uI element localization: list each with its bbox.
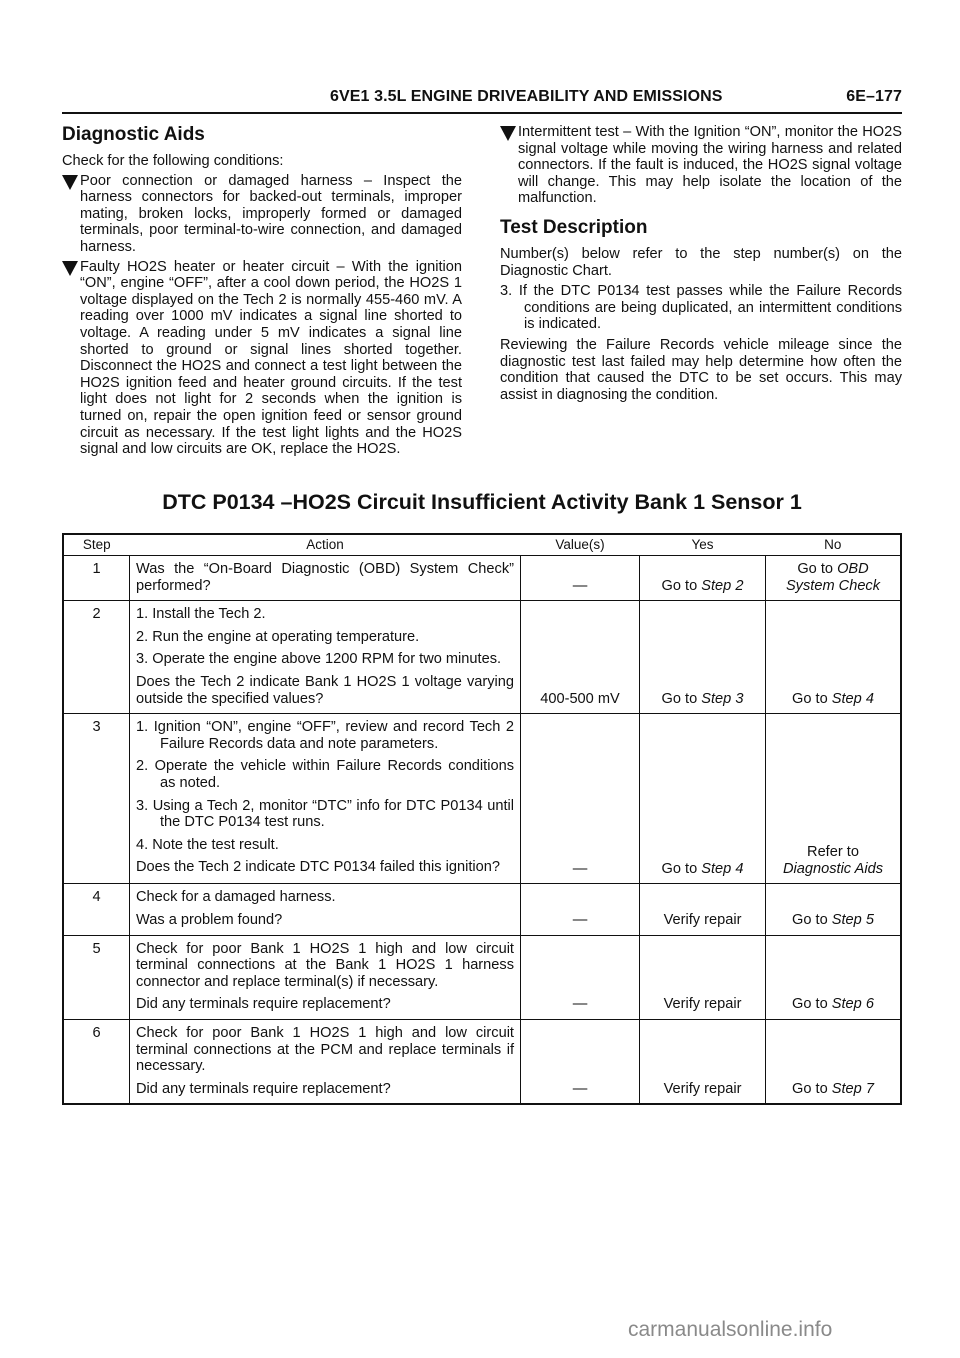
yes-cell <box>640 601 766 714</box>
triangle-bullet-icon <box>62 261 78 276</box>
no-cell <box>766 714 902 884</box>
yes-cell <box>640 1019 766 1104</box>
table-row <box>63 884 901 935</box>
bullet-text: Faulty HO2S heater or heater circuit – With the ignition “ON”, engine “OFF”, after a cool down period, the HO2S 1 voltage displayed on the Tech 2 is normally 455-460 mV. A reading over 1000 mV indicates a signal line shorted to voltage. A reading under 5 mV indicates a signal line shorted to ground or signal lines shorted together. Disconnect the HO2S and connect a test light between the HO2S ignition feed and heater ground circuits. If the test light does not light for 2 seconds when the ignition is turned on, repair the open ignition feed or sensor ground circuit as necessary. If the test light lights and the HO2S signal and low circuits are OK, replace the HO2S. <box>80 258 462 458</box>
step-number: 1 <box>63 556 130 601</box>
no-text: Refer to <box>807 844 859 861</box>
no-step-link: Diagnostic Aids <box>782 860 884 877</box>
step-number: 2 <box>63 601 130 714</box>
no-text: Go to <box>792 911 832 928</box>
value-cell: — <box>521 884 640 935</box>
action-question: Does the Tech 2 indicate DTC P0134 failed this ignition? <box>136 859 500 876</box>
action-substep: 2. Operate the vehicle within Failure Records conditions as noted. <box>136 758 514 791</box>
table-title: DTC P0134 –HO2S Circuit Insufficient Activity Bank 1 Sensor 1 <box>162 490 802 514</box>
action-substep: 3. Operate the engine above 1200 RPM for two minutes. <box>136 651 502 668</box>
column-header-values: Value(s) <box>521 534 640 556</box>
action-cell <box>130 935 521 1019</box>
action-cell <box>130 1019 521 1104</box>
action-text: Check for poor Bank 1 HO2S 1 high and low circuit terminal connections at the Bank 1 HO2S 1 harness connector and replace terminal(s) if necessary. <box>136 940 514 990</box>
value-cell: — <box>521 556 640 601</box>
column-header-action: Action <box>130 534 521 556</box>
yes-text: Go to <box>661 860 702 877</box>
diagnostic-aids-intro: Check for the following conditions: <box>62 153 284 169</box>
column-header-yes: Yes <box>640 534 766 556</box>
action-substep: 1. Ignition “ON”, engine “OFF”, review and record Tech 2 Failure Records data and note parameters. <box>136 719 514 752</box>
value-cell: — <box>521 1019 640 1104</box>
yes-text: Verify repair <box>663 1080 742 1097</box>
action-cell <box>130 556 521 601</box>
bullet-item <box>62 173 462 256</box>
yes-cell <box>640 884 766 935</box>
no-step-link: Step 6 <box>831 996 874 1013</box>
column-header-no: No <box>766 534 902 556</box>
yes-step-link: Step 2 <box>701 577 744 594</box>
action-substep: 1. Install the Tech 2. <box>136 606 266 623</box>
bullet-text: Intermittent test – With the Ignition “ON”, monitor the HO2S signal voltage while moving the wiring harness and related connectors. If the fault is induced, the HO2S signal voltage will change. This may help isolate the location of the malfunction. <box>518 124 902 207</box>
yes-text: Go to <box>661 690 702 707</box>
table-row <box>63 714 901 884</box>
value-cell: — <box>521 935 640 1019</box>
triangle-bullet-icon <box>500 126 516 141</box>
action-substep: 2. Run the engine at operating temperature. <box>136 628 420 645</box>
no-cell <box>766 556 902 601</box>
test-description-item: 3. If the DTC P0134 test passes while the Failure Records conditions are being duplicated, an intermittent conditions is indicated. <box>500 283 902 333</box>
watermark-link[interactable]: carmanualsonline.info <box>628 1318 833 1341</box>
table-header-row <box>63 534 901 556</box>
no-step-link: Step 5 <box>831 911 874 928</box>
action-question: Was a problem found? <box>136 911 283 928</box>
yes-text: Go to <box>661 577 702 594</box>
diagnostic-aids-heading: Diagnostic Aids <box>62 124 205 145</box>
table-row <box>63 601 901 714</box>
table-row <box>63 556 901 601</box>
action-cell <box>130 714 521 884</box>
yes-cell <box>640 714 766 884</box>
action-cell <box>130 601 521 714</box>
diagnostic-table <box>62 533 902 1105</box>
yes-cell <box>640 556 766 601</box>
no-text: Go to <box>792 690 832 707</box>
bullet-item <box>500 124 902 207</box>
column-header-step: Step <box>63 534 130 556</box>
action-question: Did any terminals require replacement? <box>136 996 391 1013</box>
step-number: 4 <box>63 884 130 935</box>
yes-step-link: Step 4 <box>701 860 744 877</box>
step-number: 3 <box>63 714 130 884</box>
action-cell <box>130 884 521 935</box>
action-text: Check for a damaged harness. <box>136 889 336 906</box>
no-text: Go to <box>797 561 838 577</box>
action-question: Did any terminals require replacement? <box>136 1080 391 1097</box>
action-question: Does the Tech 2 indicate Bank 1 HO2S 1 voltage varying outside the specified values? <box>136 673 514 707</box>
no-text: Go to <box>792 1080 832 1097</box>
yes-text: Verify repair <box>663 996 742 1013</box>
test-description-intro: Number(s) below refer to the step number(s) on the Diagnostic Chart. <box>500 245 902 279</box>
yes-cell <box>640 935 766 1019</box>
yes-step-link: Step 3 <box>701 690 744 707</box>
page-number: 6E–177 <box>846 88 902 105</box>
bullet-item <box>62 259 462 458</box>
header-rule <box>62 112 902 114</box>
test-description-outro: Reviewing the Failure Records vehicle mileage since the diagnostic test last failed may help determine how often the condition that caused the DTC to be set occurs. This may assist in diagnosing the condition. <box>500 336 902 403</box>
no-text: Go to <box>792 996 832 1013</box>
action-text: Check for poor Bank 1 HO2S 1 high and low circuit terminal connections at the PCM and replace terminals if necessary. <box>136 1024 514 1075</box>
yes-text: Verify repair <box>663 911 742 928</box>
table-row <box>63 935 901 1019</box>
action-text: Was the “On-Board Diagnostic (OBD) System Check” performed? <box>136 561 514 594</box>
no-cell <box>766 935 902 1019</box>
no-step-link: Step 4 <box>831 690 874 707</box>
manual-title: 6VE1 3.5L ENGINE DRIVEABILITY AND EMISSIONS <box>330 88 723 105</box>
triangle-bullet-icon <box>62 175 78 190</box>
no-cell <box>766 601 902 714</box>
value-cell: 400-500 mV <box>521 601 640 714</box>
no-cell <box>766 884 902 935</box>
diagnostic-aids-section <box>62 124 462 461</box>
action-substep: 4. Note the test result. <box>136 836 279 853</box>
table-row <box>63 1019 901 1104</box>
step-number: 5 <box>63 935 130 1019</box>
bullet-text: Poor connection or damaged harness – Inspect the harness connectors for backed-out terminals, improper mating, broken locks, improperly formed or damaged terminals, poor terminal-to-wire connection, and damaged harness. <box>80 172 462 255</box>
no-step-link: OBD System Check <box>785 561 881 594</box>
test-description-heading: Test Description <box>500 216 648 238</box>
step-number: 6 <box>63 1019 130 1104</box>
value-cell: — <box>521 714 640 884</box>
page-header <box>330 88 902 106</box>
no-cell <box>766 1019 902 1104</box>
action-substep: 3. Using a Tech 2, monitor “DTC” info for DTC P0134 until the DTC P0134 test runs. <box>136 797 514 831</box>
right-column <box>500 124 902 406</box>
no-step-link: Step 7 <box>831 1080 874 1097</box>
